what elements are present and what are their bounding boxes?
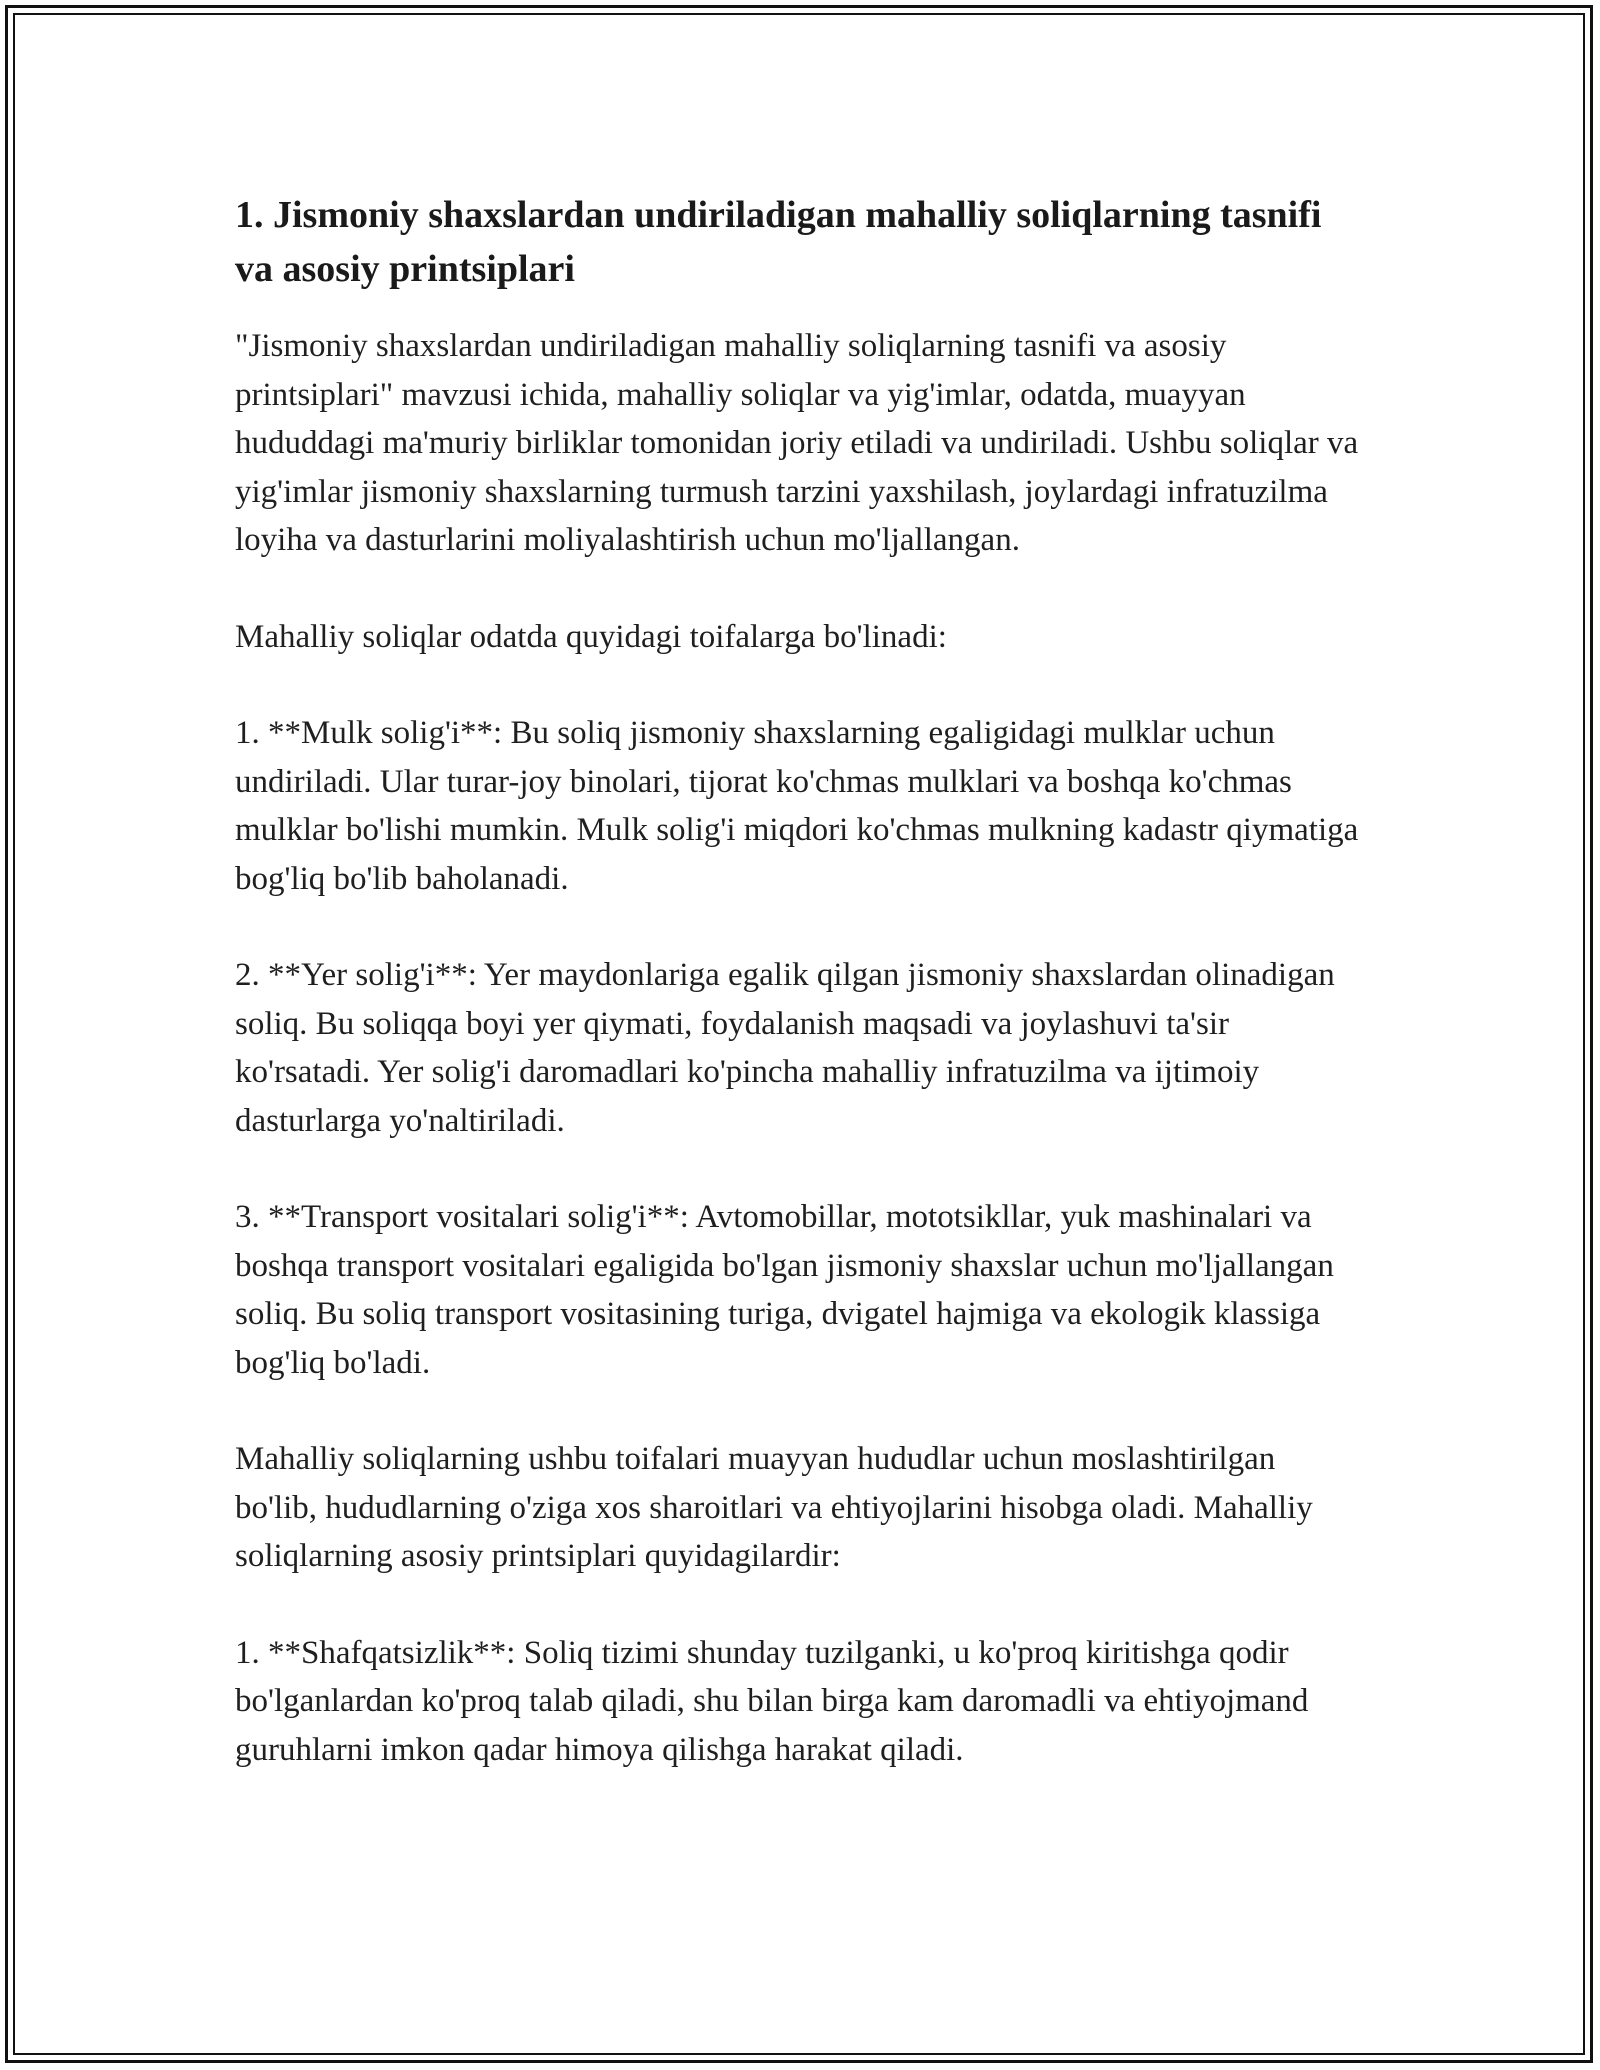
- document-body: [235, 188, 1365, 1774]
- paragraph-land-tax: 2. **Yer solig'i**: Yer maydonlariga egalik qilgan jismoniy shaxslardan olinadigan soliq. Bu soliqqa boyi yer qiymati, foydalanish maqsadi va joylashuvi ta'sir ko'rsatadi. Yer solig'i daromadlari ko'pincha mahalliy infratuzilma va ijtimoiy dasturlarga yo'naltiriladi.: [235, 957, 1335, 1139]
- paragraph-principle-1: 1. **Shafqatsizlik**: Soliq tizimi shunday tuzilganki, u ko'proq kiritishga qodir bo'lganlardan ko'proq talab qiladi, shu bilan birga kam daromadli va ehtiyojmand guruhlarni imkon qadar himoya qilishga harakat qiladi.: [235, 1634, 1309, 1768]
- paragraph-principles-lead: Mahalliy soliqlarning ushbu toifalari muayyan hududlar uchun moslashtirilgan bo'lib, hududlarning o'ziga xos sharoitlari va ehtiyojlarini hisobga oladi. Mahalliy soliqlarning asosiy printsiplari quyidagilardir:: [235, 1441, 1313, 1574]
- paragraph-categories-lead: Mahalliy soliqlar odatda quyidagi toifalarga bo'linadi:: [235, 618, 947, 655]
- paragraph-intro: "Jismoniy shaxslardan undiriladigan mahalliy soliqlarning tasnifi va asosiy printsiplari" mavzusi ichida, mahalliy soliqlar va yig'imlar, odatda, muayyan hududdagi ma'muriy birliklar tomonidan joriy etiladi va undiriladi. Ushbu soliqlar va yig'imlar jismoniy shaxslarning turmush tarzini yaxshilash, joylardagi infratuzilma loyiha va dasturlarini moliyalashtirish uchun mo'ljallangan.: [235, 328, 1359, 558]
- document-title: 1. Jismoniy shaxslardan undiriladigan mahalliy soliqlarning tasnifi va asosiy printsiplari: [235, 194, 1322, 290]
- paragraph-property-tax: 1. **Mulk solig'i**: Bu soliq jismoniy shaxslarning egaligidagi mulklar uchun undiriladi. Ular turar-joy binolari, tijorat ko'chmas mulklari va boshqa ko'chmas mulklar bo'lishi mumkin. Mulk solig'i miqdori ko'chmas mulkning kadastr qiymatiga bog'liq bo'lib baholanadi.: [235, 715, 1359, 897]
- paragraph-vehicle-tax: 3. **Transport vositalari solig'i**: Avtomobillar, mototsikllar, yuk mashinalari va boshqa transport vositalari egaligida bo'lgan jismoniy shaxslar uchun mo'ljallangan soliq. Bu soliq transport vositasining turiga, dvigatel hajmiga va ekologik klassiga bog'liq bo'ladi.: [235, 1199, 1334, 1381]
